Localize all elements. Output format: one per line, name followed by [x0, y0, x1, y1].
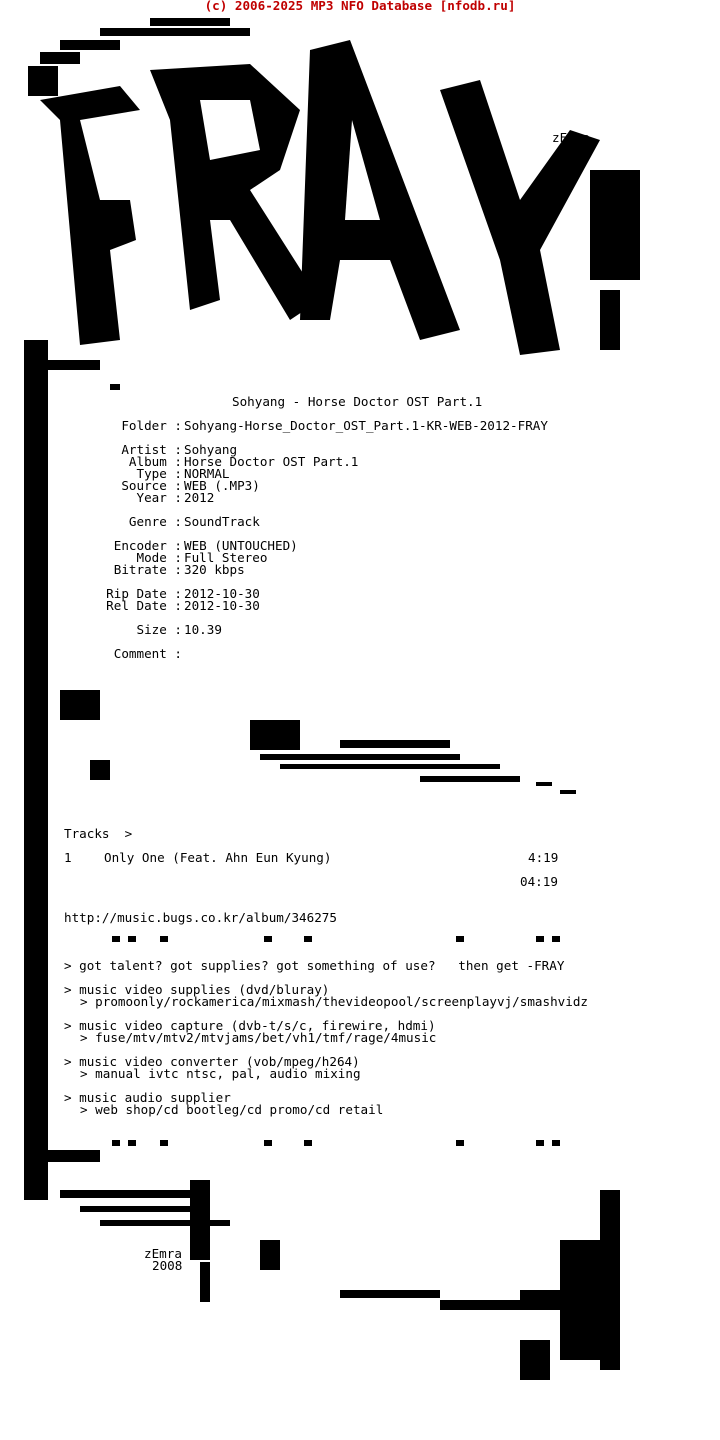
field-value-album: Horse Doctor OST Part.1	[184, 454, 359, 469]
ad-line-video-converter: > music video converter (vob/mpeg/h264)	[64, 1054, 360, 1069]
album-url-link[interactable]: http://music.bugs.co.kr/album/346275	[64, 910, 337, 925]
ad-sub-video-converter: > manual ivtc ntsc, pal, audio mixing	[80, 1066, 361, 1081]
field-label-album: Album :	[128, 454, 182, 469]
field-label-rel-date: Rel Date :	[106, 598, 182, 613]
ad-sub-video-supplies: > promoonly/rockamerica/mixmash/thevideopool/screenplayvj/smashvidz	[80, 994, 588, 1009]
field-value-encoder: WEB (UNTOUCHED)	[184, 538, 298, 553]
field-label-encoder: Encoder :	[113, 538, 182, 553]
track-duration: 4:19	[528, 850, 559, 865]
footer-artist: zEmra	[144, 1246, 182, 1261]
field-value-rel-date: 2012-10-30	[184, 598, 260, 613]
field-label-year: Year :	[136, 490, 182, 505]
field-label-artist: Artist :	[121, 442, 182, 457]
field-value-mode: Full Stereo	[184, 550, 268, 565]
tracks-total-time: 04:19	[520, 874, 558, 889]
ad-line-video-capture: > music video capture (dvb-t/s/c, firewire, hdmi)	[64, 1018, 436, 1033]
field-value-artist: Sohyang	[184, 442, 238, 457]
field-label-bitrate: Bitrate :	[113, 562, 182, 577]
field-value-folder: Sohyang-Horse_Doctor_OST_Part.1-KR-WEB-2012-FRAY	[184, 418, 548, 433]
field-value-size: 10.39	[184, 622, 222, 637]
field-label-source: Source :	[121, 478, 182, 493]
field-value-bitrate: 320 kbps	[184, 562, 245, 577]
ad-sub-video-capture: > fuse/mtv/mtv2/mtvjams/bet/vh1/tmf/rage/4music	[80, 1030, 437, 1045]
ad-line-video-supplies: > music video supplies (dvd/bluray)	[64, 982, 330, 997]
field-label-mode: Mode :	[136, 550, 182, 565]
logo-artist-tag: zEmra	[552, 130, 590, 145]
field-label-comment: Comment :	[113, 646, 182, 661]
field-value-source: WEB (.MP3)	[184, 478, 260, 493]
field-label-folder: Folder :	[121, 418, 182, 433]
field-value-type: NORMAL	[184, 466, 230, 481]
ad-line-talent: > got talent? got supplies? got something of use? then get -FRAY	[64, 958, 565, 973]
footer-year: 2008	[152, 1258, 183, 1273]
field-value-genre: SoundTrack	[184, 514, 260, 529]
field-value-year: 2012	[184, 490, 215, 505]
track-number: 1	[64, 850, 72, 865]
field-label-size: Size :	[136, 622, 182, 637]
field-label-rip-date: Rip Date :	[106, 586, 182, 601]
field-label-genre: Genre :	[128, 514, 182, 529]
track-title: Only One (Feat. Ahn Eun Kyung)	[104, 850, 332, 865]
field-value-rip-date: 2012-10-30	[184, 586, 260, 601]
ad-line-audio-supplier: > music audio supplier	[64, 1090, 231, 1105]
copyright-header: (c) 2006-2025 MP3 NFO Database [nfodb.ru]	[204, 0, 516, 13]
field-label-type: Type :	[136, 466, 182, 481]
ad-sub-audio-supplier: > web shop/cd bootleg/cd promo/cd retail	[80, 1102, 384, 1117]
release-title: Sohyang - Horse Doctor OST Part.1	[232, 394, 483, 409]
tracks-heading: Tracks >	[64, 826, 133, 841]
